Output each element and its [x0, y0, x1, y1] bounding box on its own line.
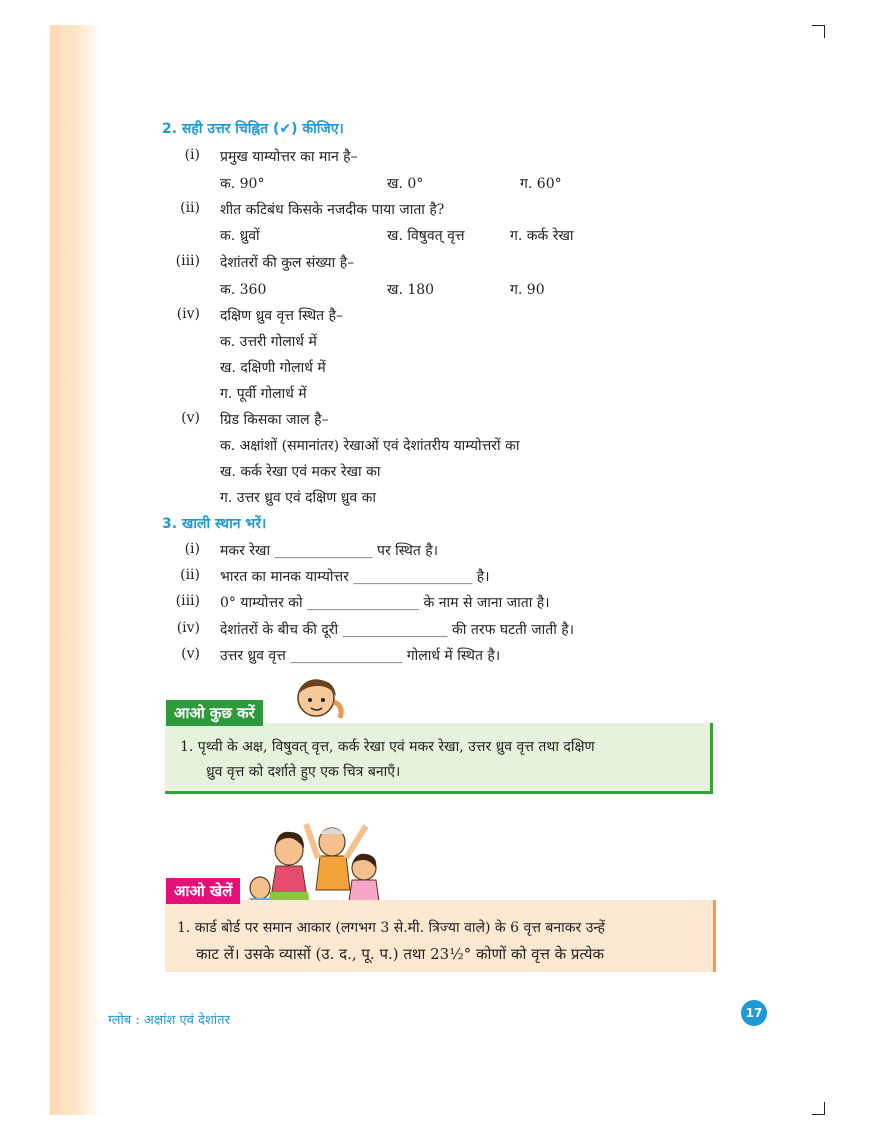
blank-number: (i)	[184, 541, 200, 557]
fill-blank-line: भारत का मानक याम्योत्तर _________________ है।	[220, 569, 490, 585]
activity-line-1: 1. पृथ्वी के अक्ष, विषुवत् वृत्त, कर्क रेखा एवं मकर रेखा, उत्तर ध्रुव वृत्त तथा दक्षिण	[180, 739, 595, 755]
footer-chapter-title: ग्लोब : अक्षांश एवं देशांतर	[108, 1013, 230, 1028]
crop-mark-top-right	[812, 25, 825, 38]
question-text: शीत कटिबंध किसके नजदीक पाया जाता है?	[220, 202, 445, 218]
question-text: देशांतरों की कुल संख्या है–	[220, 255, 355, 271]
fill-blank-line: मकर रेखा ______________ पर स्थित है।	[220, 543, 439, 559]
option: क. 360	[220, 282, 267, 298]
blank-number: (v)	[181, 646, 200, 662]
fill-blank-line: देशांतरों के बीच की दूरी _______________ की तरफ घटती जाती है।	[220, 622, 575, 638]
question-number: (iv)	[176, 306, 200, 322]
question-number: (v)	[181, 410, 200, 426]
option: ग. 90	[510, 282, 545, 298]
children-playing-illustration	[234, 812, 394, 912]
option: ख. 180	[387, 282, 435, 298]
option: ग. पूर्वी गोलार्ध में	[220, 386, 307, 402]
page-number-badge: 17	[741, 1000, 767, 1026]
option: ख. 0°	[387, 176, 424, 192]
option: ख. विषुवत् वृत्त	[387, 228, 465, 244]
fill-blank-line: उत्तर ध्रुव वृत्त ________________ गोलार्ध में स्थित है।	[220, 648, 501, 664]
fill-blank-line: 0° याम्योत्तर को ________________ के नाम से जाना जाता है।	[220, 595, 550, 611]
option: ख. कर्क रेखा एवं मकर रेखा का	[220, 464, 381, 480]
option: क. 90°	[220, 176, 265, 192]
option: ग. 60°	[520, 176, 562, 192]
blank-number: (ii)	[180, 567, 200, 583]
activity-box	[165, 723, 713, 794]
section-2-heading: 2. सही उत्तर चिह्नित (✔) कीजिए।	[162, 121, 344, 137]
child-thinking-illustration	[286, 672, 348, 728]
question-text: ग्रिड किसका जाल है–	[220, 412, 329, 428]
page-margin-band	[50, 25, 102, 1115]
option: क. ध्रुवों	[220, 228, 260, 244]
play-line-1: 1. कार्ड बोर्ड पर समान आकार (लगभग 3 से.मी. त्रिज्या वाले) के 6 वृत्त बनाकर उन्हें	[177, 920, 605, 936]
question-number: (ii)	[180, 200, 200, 216]
option: क. अक्षांशों (समानांतर) रेखाओं एवं देशांतरीय याम्योत्तरों का	[220, 438, 520, 454]
question-number: (iii)	[175, 253, 200, 269]
activity-line-2: ध्रुव वृत्त को दर्शाते हुए एक चित्र बनाएँ।	[206, 764, 401, 780]
blank-number: (iv)	[176, 620, 200, 636]
question-text: दक्षिण ध्रुव वृत्त स्थित है–	[220, 308, 344, 324]
option: ख. दक्षिणी गोलार्ध में	[220, 360, 326, 376]
option: ग. कर्क रेखा	[510, 228, 574, 244]
section-3-heading: 3. खाली स्थान भरें।	[162, 516, 267, 532]
activity-tag: आओ कुछ करें	[166, 700, 263, 726]
option: ग. उत्तर ध्रुव एवं दक्षिण ध्रुव का	[220, 490, 377, 506]
crop-mark-bottom-right	[812, 1102, 825, 1115]
question-number: (i)	[184, 147, 200, 163]
option: क. उत्तरी गोलार्ध में	[220, 334, 317, 350]
play-line-2: काट लें। उसके व्यासों (उ. द., पू. प.) तथा 23½° कोणों को वृत्त के प्रत्येक	[196, 945, 604, 963]
blank-number: (iii)	[175, 593, 200, 609]
play-tag: आओ खेलें	[166, 878, 240, 904]
question-text: प्रमुख याम्योत्तर का मान है–	[220, 149, 358, 165]
